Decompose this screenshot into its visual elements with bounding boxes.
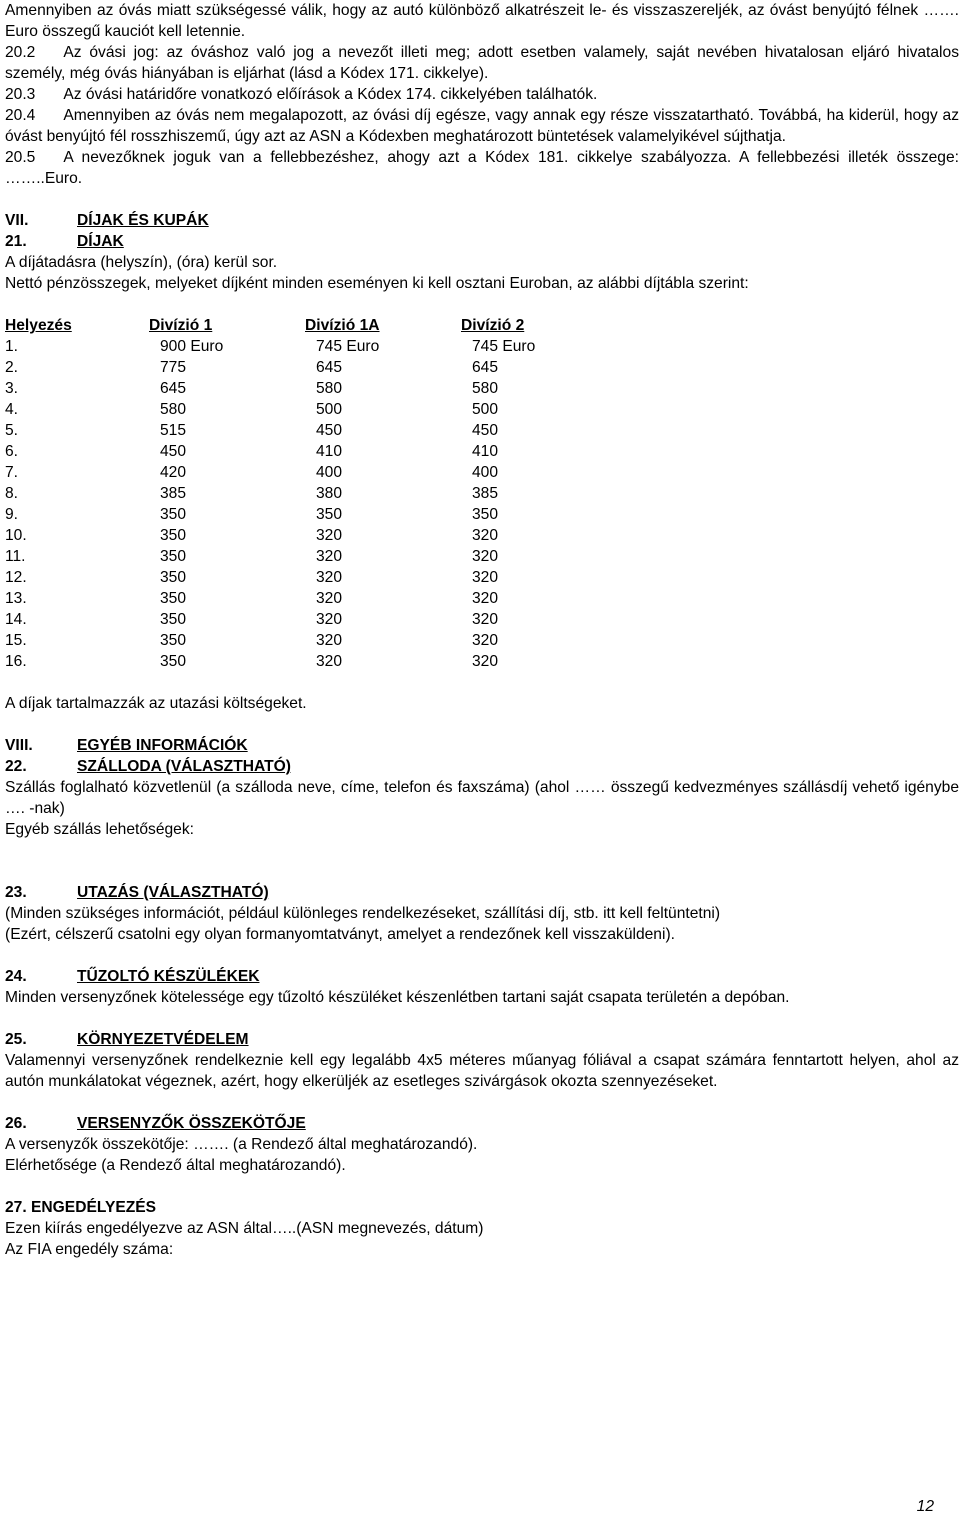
position-cell: 4. [5,401,19,418]
header-position: Helyezés [5,317,72,334]
prize-table-row [5,420,562,441]
section-22-heading: 22. SZÁLLODA (VÁLASZTHATÓ) [5,758,291,775]
prize-table-row [5,462,562,483]
division-1-cell: 350 [160,548,187,565]
division-1-cell: 420 [160,464,187,481]
division-2-cell: 320 [472,653,499,670]
section-23-heading: 23. UTAZÁS (VÁLASZTHATÓ) [5,884,269,901]
division-2-cell: 500 [472,401,499,418]
division-2-cell: 645 [472,359,499,376]
prize-table-row [5,504,562,525]
position-cell: 2. [5,359,19,376]
position-cell: 8. [5,485,19,502]
division-1-cell: 385 [160,485,187,502]
para-text: Az óvási határidőre vonatkozó előírások a Kódex 174. cikkelyében találhatók. [63,86,598,103]
prize-note: A díjak tartalmazzák az utazási költségeket. [5,695,307,712]
division-1-cell: 350 [160,632,187,649]
position-cell: 9. [5,506,19,523]
page-number: 12 [916,1498,934,1515]
para-number: 20.3 [5,86,36,103]
environment-paragraph: Valamennyi versenyzőnek rendelkeznie kell egy legalább 4x5 méteres műanyag fóliával a csapat számára fenntartott helyen, ahol az autón munkálatokat végeznek, azért, hogy elkerüljék az esetleges szivárgások okozta szennyezéseket. [5,1052,959,1090]
division-1-cell: 350 [160,590,187,607]
division-2-cell: 410 [472,443,499,460]
position-cell: 10. [5,527,27,544]
division-2-cell: 580 [472,380,499,397]
para-number: 20.5 [5,149,36,166]
prize-table-row [5,588,562,609]
division-2-cell: 350 [472,506,499,523]
prize-intro-line: Nettó pénzösszegek, melyeket díjként minden eseményen ki kell osztani Euroban, az alábbi díjtábla szerint: [5,275,749,292]
para-number: 20.2 [5,44,36,61]
division-2-cell: 385 [472,485,499,502]
section-26-heading: 26. VERSENYZŐK ÖSSZEKÖTŐJE [5,1115,306,1132]
division-1-cell: 450 [160,443,187,460]
section-21-heading: 21. DÍJAK [5,233,124,250]
division-1a-cell: 450 [316,422,343,439]
prize-table-row [5,336,562,357]
other-accommodation: Egyéb szállás lehetőségek: [5,821,194,838]
paragraph-20-5 [5,147,959,189]
liaison-line-2: Elérhetősége (a Rendező által meghatározandó). [5,1157,346,1174]
position-cell: 6. [5,443,19,460]
prize-table-row [5,651,562,672]
position-cell: 12. [5,569,27,586]
para-text: A nevezőknek joguk van a fellebbezéshez, ahogy azt a Kódex 181. cikkelye szabályozza. A fellebbezési illeték összege: ……..Euro. [5,149,959,187]
intro-paragraph: Amennyiben az óvás miatt szükségessé válik, hogy az autó különböző alkatrészeit le- és visszaszereljék, az óvást benyújtó félnek ……. Euro összegű kauciót kell letennie. [5,2,959,40]
liaison-line-1: A versenyzők összekötője: ……. (a Rendező által meghatározandó). [5,1136,478,1153]
division-1a-cell: 320 [316,653,343,670]
division-1-cell: 350 [160,611,187,628]
prize-table-header [5,315,562,336]
prize-table [5,315,562,672]
prize-table-row [5,546,562,567]
division-1-cell: 645 [160,380,187,397]
division-1a-cell: 400 [316,464,343,481]
award-location-line: A díjátadásra (helyszín), (óra) kerül sor. [5,254,278,271]
hotel-paragraph: Szállás foglalható közvetlenül (a szálloda neve, címe, telefon és faxszáma) (ahol …… összegű kedvezményes szállásdíj vehető igénybe …. -nak) [5,779,959,817]
travel-line-1: (Minden szükséges információt, például különleges rendelkezéseket, szállítási díj, stb. itt kell feltüntetni) [5,905,721,922]
prize-table-row [5,525,562,546]
paragraph-20-2 [5,42,959,84]
header-division-1a: Divízió 1A [305,317,380,334]
position-cell: 5. [5,422,19,439]
header-division-1: Divízió 1 [149,317,213,334]
para-text: Az óvási jog: az óváshoz való jog a nevezőt illeti meg; adott esetben valamely, saját nevében hivatalosan eljáró hivatalos személy, még óvás hiányában is eljárhat (lásd a Kódex 171. cikkelye). [5,44,959,82]
position-cell: 14. [5,611,27,628]
division-2-cell: 745 Euro [472,338,536,355]
prize-table-row [5,567,562,588]
paragraph-20-3 [5,84,959,105]
position-cell: 11. [5,548,26,565]
section-25-heading: 25. KÖRNYEZETVÉDELEM [5,1031,249,1048]
section-24-heading: 24. TŰZOLTÓ KÉSZÜLÉKEK [5,968,260,985]
approval-line-2: Az FIA engedély száma: [5,1241,174,1258]
position-cell: 1. [5,338,19,355]
prize-table-row [5,399,562,420]
prize-table-row [5,609,562,630]
para-text: Amennyiben az óvás nem megalapozott, az óvási díj egésze, vagy annak egy része visszatartható. Továbbá, ha kiderül, hogy az óvást benyújtó fél rosszhiszemű, úgy azt az ASN a Kódexben meghatározott büntetések valamelyikével sújthatja. [5,107,959,145]
division-1a-cell: 320 [316,611,343,628]
position-cell: 15. [5,632,27,649]
division-2-cell: 450 [472,422,499,439]
document-page [5,0,959,1260]
division-2-cell: 320 [472,527,499,544]
prize-table-row [5,441,562,462]
division-2-cell: 320 [472,569,499,586]
travel-line-2: (Ezért, célszerű csatolni egy olyan formanyomtatványt, amelyet a rendezőnek kell visszaküldeni). [5,926,675,943]
fire-extinguisher-line: Minden versenyzőnek kötelessége egy tűzoltó készüléket készenlétben tartani saját csapata területén a depóban. [5,989,790,1006]
division-1a-cell: 320 [316,527,343,544]
position-cell: 3. [5,380,19,397]
division-1a-cell: 410 [316,443,343,460]
division-2-cell: 320 [472,590,499,607]
division-1a-cell: 350 [316,506,343,523]
chapter-7-heading: VII. DÍJAK ÉS KUPÁK [5,212,209,229]
prize-table-row [5,357,562,378]
position-cell: 7. [5,464,19,481]
chapter-8-heading: VIII. EGYÉB INFORMÁCIÓK [5,737,248,754]
division-1a-cell: 320 [316,632,343,649]
para-number: 20.4 [5,107,36,124]
division-1a-cell: 320 [316,548,343,565]
division-1-cell: 580 [160,401,187,418]
approval-line-1: Ezen kiírás engedélyezve az ASN által…..(ASN megnevezés, dátum) [5,1220,484,1237]
position-cell: 13. [5,590,27,607]
division-1-cell: 350 [160,527,187,544]
section-27-heading: 27. ENGEDÉLYEZÉS [5,1199,157,1216]
division-2-cell: 320 [472,611,499,628]
paragraph-20-4 [5,105,959,147]
division-2-cell: 400 [472,464,499,481]
division-1a-cell: 580 [316,380,343,397]
division-1-cell: 775 [160,359,187,376]
position-cell: 16. [5,653,27,670]
prize-table-row [5,483,562,504]
division-2-cell: 320 [472,548,499,565]
division-1a-cell: 500 [316,401,343,418]
division-1a-cell: 320 [316,590,343,607]
division-1a-cell: 645 [316,359,343,376]
division-1-cell: 350 [160,653,187,670]
division-1a-cell: 745 Euro [316,338,380,355]
division-1-cell: 350 [160,506,187,523]
division-1a-cell: 320 [316,569,343,586]
header-division-2: Divízió 2 [461,317,525,334]
division-2-cell: 320 [472,632,499,649]
prize-table-row [5,630,562,651]
division-1-cell: 515 [160,422,187,439]
prize-table-row [5,378,562,399]
division-1-cell: 900 Euro [160,338,224,355]
division-1-cell: 350 [160,569,187,586]
division-1a-cell: 380 [316,485,343,502]
